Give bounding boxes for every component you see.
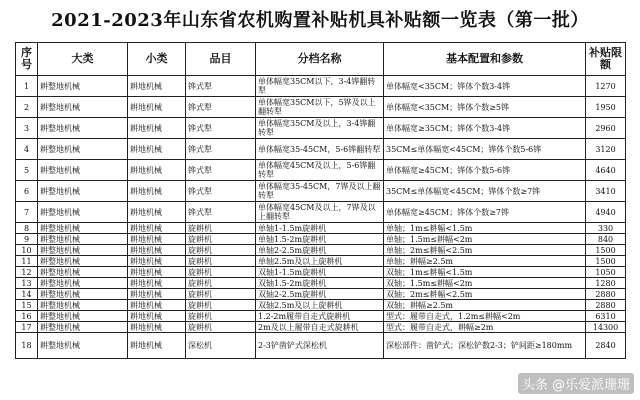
watermark-text: 头条 @乐爱派珊珊: [518, 373, 634, 394]
cell-grade: 1.2-2m履带自走式旋耕机: [256, 311, 384, 322]
cell-minor: 耕地机械: [128, 289, 186, 300]
cell-config: 单体幅宽≥35CM；铧体个数3-4铧: [384, 118, 586, 139]
cell-limit: 2880: [586, 289, 626, 300]
subsidy-table: [15, 42, 626, 359]
cell-config: 单体幅宽≥45CM；铧体个数5-6铧: [384, 160, 586, 181]
cell-minor: 耕地机械: [128, 76, 186, 97]
cell-config: 单轴；1.5m≤耕幅<2m: [384, 234, 586, 245]
cell-major: 耕整地机械: [38, 256, 128, 267]
cell-limit: 1500: [586, 256, 626, 267]
table-row: [16, 139, 626, 160]
cell-minor: 耕地机械: [128, 181, 186, 202]
cell-item: 旋耕机: [186, 234, 256, 245]
cell-minor: 耕地机械: [128, 97, 186, 118]
table-header-row: [16, 43, 626, 76]
cell-config: 双轴；1.5m≤耕幅<2m: [384, 278, 586, 289]
cell-major: 耕整地机械: [38, 322, 128, 333]
cell-major: 耕整地机械: [38, 300, 128, 311]
cell-config: 型式：履带自走式，1.2m≤耕幅<2m: [384, 311, 586, 322]
cell-config: 单体幅宽≥45CM；铧体个数≥7铧: [384, 202, 586, 223]
cell-seq: 14: [16, 289, 38, 300]
cell-config: 单体幅宽<35CM；铧体个数3-4铧: [384, 76, 586, 97]
cell-grade: 单体幅宽35-45CM，7铧及以上翻转犁: [256, 181, 384, 202]
cell-seq: 3: [16, 118, 38, 139]
cell-major: 耕整地机械: [38, 278, 128, 289]
cell-grade: 双轴1.5-2m旋耕机: [256, 278, 384, 289]
cell-limit: 1270: [586, 76, 626, 97]
cell-item: 深松机: [186, 333, 256, 359]
cell-minor: 耕地机械: [128, 322, 186, 333]
cell-major: 耕整地机械: [38, 267, 128, 278]
header-grade: 分档名称: [256, 43, 384, 76]
cell-limit: 6310: [586, 311, 626, 322]
cell-item: 铧式犁: [186, 97, 256, 118]
cell-seq: 5: [16, 160, 38, 181]
table-row: [16, 311, 626, 322]
header-limit: 补贴限额: [586, 43, 626, 76]
cell-minor: 耕地机械: [128, 234, 186, 245]
cell-grade: 单体幅宽45CM及以上，5-6铧翻转犁: [256, 160, 384, 181]
header-item: 品目: [186, 43, 256, 76]
cell-grade: 单体幅宽35-45CM，5-6铧翻转犁: [256, 139, 384, 160]
cell-major: 耕整地机械: [38, 160, 128, 181]
cell-item: 铧式犁: [186, 181, 256, 202]
cell-grade: 2-3铲凿铲式深松机: [256, 333, 384, 359]
cell-minor: 耕地机械: [128, 202, 186, 223]
cell-seq: 6: [16, 181, 38, 202]
cell-grade: 单体幅宽35CM以下，3-4铧翻转犁: [256, 76, 384, 97]
table-row: [16, 256, 626, 267]
cell-config: 35CM≤单体幅宽<45CM；铧体个数≥7铧: [384, 181, 586, 202]
cell-item: 旋耕机: [186, 223, 256, 234]
cell-seq: 4: [16, 139, 38, 160]
cell-grade: 单轴2.5m及以上旋耕机: [256, 256, 384, 267]
cell-item: 旋耕机: [186, 245, 256, 256]
cell-minor: 耕地机械: [128, 223, 186, 234]
cell-limit: 2840: [586, 333, 626, 359]
cell-limit: 1280: [586, 278, 626, 289]
cell-minor: 耕地机械: [128, 245, 186, 256]
cell-minor: 耕地机械: [128, 256, 186, 267]
cell-item: 铧式犁: [186, 160, 256, 181]
cell-config: 单轴；耕幅≥2.5m: [384, 256, 586, 267]
cell-seq: 17: [16, 322, 38, 333]
cell-item: 旋耕机: [186, 311, 256, 322]
cell-seq: 13: [16, 278, 38, 289]
cell-major: 耕整地机械: [38, 76, 128, 97]
cell-major: 耕整地机械: [38, 245, 128, 256]
cell-minor: 耕地机械: [128, 118, 186, 139]
cell-item: 铧式犁: [186, 76, 256, 97]
cell-config: 深松部件：凿铲式；深松铲数2-3；铲间距≥180mm: [384, 333, 586, 359]
table-row: [16, 97, 626, 118]
cell-limit: 14300: [586, 322, 626, 333]
cell-config: 单体幅宽<35CM；铧体个数≥5铧: [384, 97, 586, 118]
header-major: 大类: [38, 43, 128, 76]
cell-item: 铧式犁: [186, 202, 256, 223]
cell-major: 耕整地机械: [38, 289, 128, 300]
cell-item: 铧式犁: [186, 139, 256, 160]
cell-limit: 840: [586, 234, 626, 245]
cell-seq: 9: [16, 234, 38, 245]
cell-limit: 2880: [586, 300, 626, 311]
cell-config: 型式：履带自走式，耕幅≥2m: [384, 322, 586, 333]
cell-major: 耕整地机械: [38, 333, 128, 359]
cell-minor: 耕地机械: [128, 300, 186, 311]
cell-major: 耕整地机械: [38, 234, 128, 245]
cell-limit: 4640: [586, 160, 626, 181]
cell-grade: 单轴1-1.5m旋耕机: [256, 223, 384, 234]
cell-seq: 2: [16, 97, 38, 118]
cell-seq: 8: [16, 223, 38, 234]
cell-major: 耕整地机械: [38, 181, 128, 202]
cell-config: 双轴；2m≤耕幅<2.5m: [384, 289, 586, 300]
cell-limit: 1950: [586, 97, 626, 118]
cell-major: 耕整地机械: [38, 202, 128, 223]
cell-limit: 3120: [586, 139, 626, 160]
cell-seq: 11: [16, 256, 38, 267]
cell-item: 旋耕机: [186, 256, 256, 267]
cell-minor: 耕地机械: [128, 278, 186, 289]
cell-seq: 15: [16, 300, 38, 311]
cell-config: 双轴；1m≤耕幅<1.5m: [384, 267, 586, 278]
cell-limit: 3410: [586, 181, 626, 202]
table-row: [16, 278, 626, 289]
cell-grade: 单体幅宽35CM以下，5铧及以上翻转犁: [256, 97, 384, 118]
cell-minor: 耕地机械: [128, 160, 186, 181]
cell-seq: 10: [16, 245, 38, 256]
cell-major: 耕整地机械: [38, 97, 128, 118]
cell-major: 耕整地机械: [38, 311, 128, 322]
cell-grade: 单轴2-2.5m旋耕机: [256, 245, 384, 256]
cell-limit: 1500: [586, 245, 626, 256]
table-row: [16, 160, 626, 181]
table-row: [16, 202, 626, 223]
cell-grade: 单体幅宽45CM及以上，7铧及以上翻转犁: [256, 202, 384, 223]
table-row: [16, 223, 626, 234]
cell-minor: 耕地机械: [128, 139, 186, 160]
table-row: [16, 181, 626, 202]
cell-limit: 4940: [586, 202, 626, 223]
cell-seq: 12: [16, 267, 38, 278]
cell-item: 旋耕机: [186, 278, 256, 289]
cell-minor: 耕地机械: [128, 311, 186, 322]
cell-config: 单轴；1m≤耕幅<1.5m: [384, 223, 586, 234]
cell-major: 耕整地机械: [38, 118, 128, 139]
page-title: 2021-2023年山东省农机购置补贴机具补贴额一览表（第一批）: [51, 10, 589, 31]
table-row: [16, 300, 626, 311]
cell-item: 旋耕机: [186, 289, 256, 300]
cell-limit: 2960: [586, 118, 626, 139]
cell-item: 旋耕机: [186, 322, 256, 333]
table-row: [16, 322, 626, 333]
cell-minor: 耕地机械: [128, 333, 186, 359]
cell-limit: 330: [586, 223, 626, 234]
cell-grade: 双轴1-1.5m旋耕机: [256, 267, 384, 278]
cell-config: 35CM≤单体幅宽<45CM；铧体个数5-6铧: [384, 139, 586, 160]
table-row: [16, 118, 626, 139]
cell-seq: 16: [16, 311, 38, 322]
table-row: [16, 289, 626, 300]
table-row: [16, 267, 626, 278]
cell-major: 耕整地机械: [38, 139, 128, 160]
cell-seq: 1: [16, 76, 38, 97]
cell-grade: 2m及以上履带自走式旋耕机: [256, 322, 384, 333]
cell-limit: 1050: [586, 267, 626, 278]
header-seq: 序号: [16, 43, 38, 76]
header-minor: 小类: [128, 43, 186, 76]
cell-grade: 双轴2-2.5m旋耕机: [256, 289, 384, 300]
cell-major: 耕整地机械: [38, 223, 128, 234]
table-row: [16, 245, 626, 256]
cell-grade: 单体幅宽35CM及以上，3-4铧翻转犁: [256, 118, 384, 139]
header-config: 基本配置和参数: [384, 43, 586, 76]
table-row: [16, 333, 626, 359]
cell-seq: 7: [16, 202, 38, 223]
cell-item: 旋耕机: [186, 300, 256, 311]
cell-config: 单轴；2m≤耕幅<2.5m: [384, 245, 586, 256]
cell-config: 双轴；耕幅≥2.5m: [384, 300, 586, 311]
cell-minor: 耕地机械: [128, 267, 186, 278]
cell-grade: 双轴2.5m及以上旋耕机: [256, 300, 384, 311]
cell-seq: 18: [16, 333, 38, 359]
table-row: [16, 234, 626, 245]
cell-grade: 单轴1.5-2m旋耕机: [256, 234, 384, 245]
table-row: [16, 76, 626, 97]
cell-item: 铧式犁: [186, 118, 256, 139]
cell-item: 旋耕机: [186, 267, 256, 278]
